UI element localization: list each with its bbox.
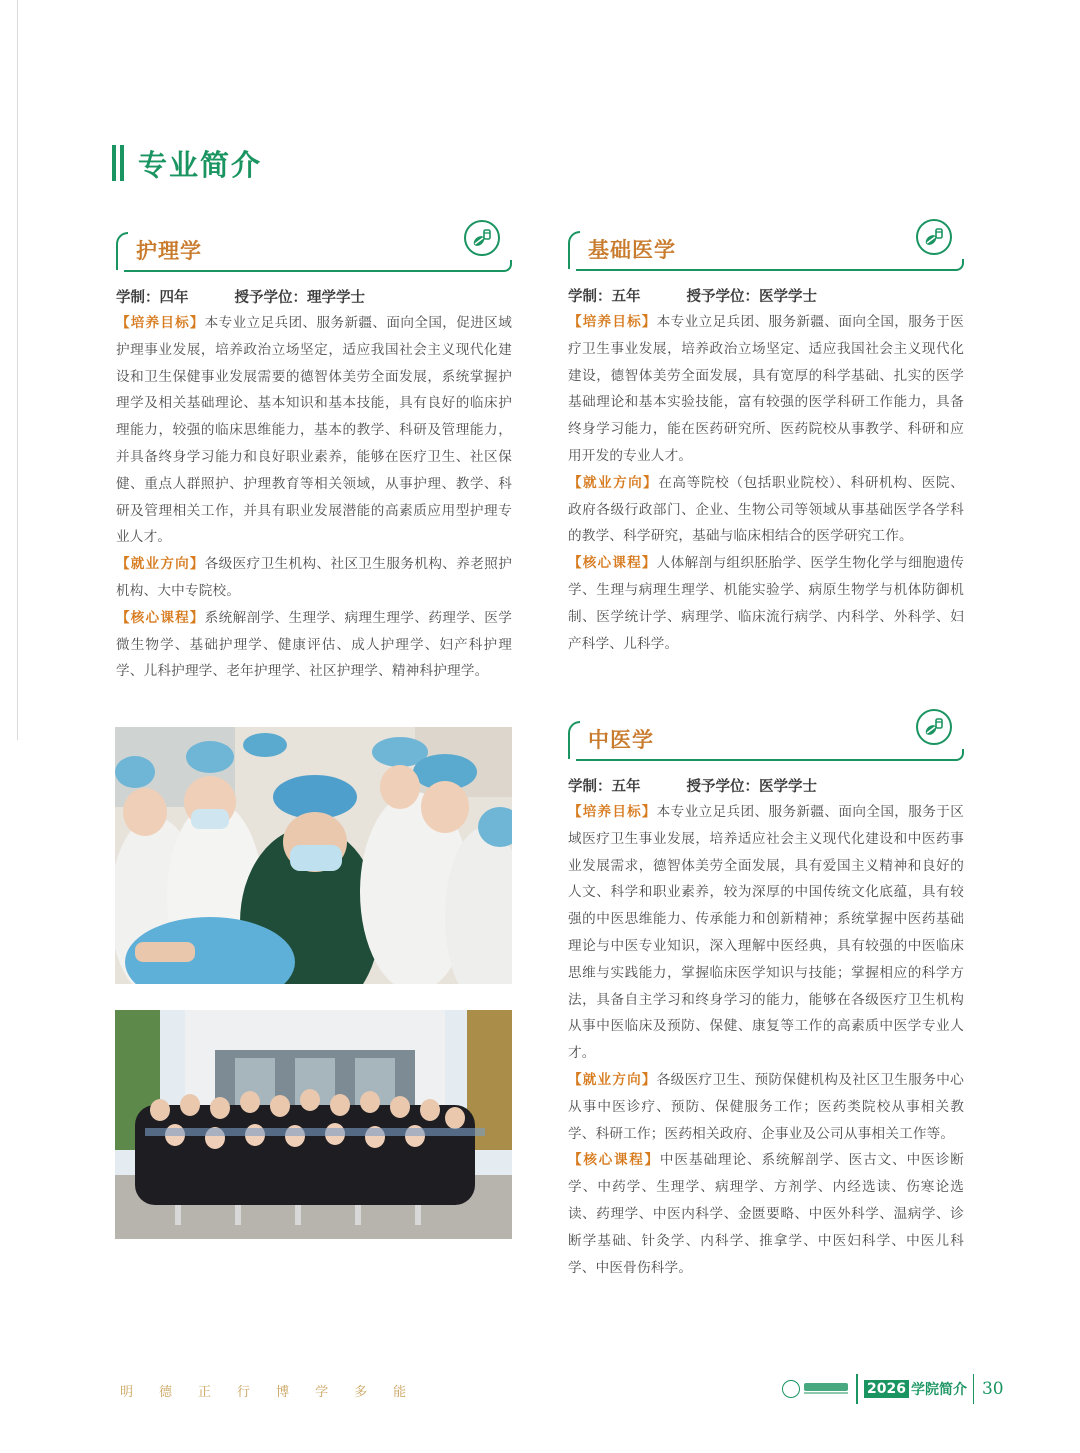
program-meta: [568, 775, 964, 799]
motto-char: 明: [120, 1385, 134, 1400]
page-title-text: 专业简介: [138, 147, 263, 182]
goal-text: 本专业立足兵团、服务新疆、面向全国，促进区域护理事业发展，培养政治立场坚定，适应我国社会主义现代化建设和卫生保健事业发展需要的德智体美劳全面发展，系统掌握护理学及相关基础理论、基本知识和基本技能，具有良好的临床护理能力，较强的临床思维能力，基本的教学、科研及管理能力，并具备终身学习能力和良好职业素养，能够在医疗卫生、社区保健、重点人群照护、护理教育等相关领域，从事护理、教学、科研及管理相关工作，并具有职业发展潜能的高素质应用型护理专业人才。: [116, 315, 512, 546]
page-edge-line: [17, 0, 18, 740]
motto-char: 德: [159, 1385, 173, 1400]
course-paragraph: [568, 550, 964, 657]
motto-char: 学: [315, 1385, 329, 1400]
section-title: 基础医学: [588, 238, 676, 262]
duration: 学制：五年: [568, 289, 641, 305]
career-tag: 【就业方向】: [116, 556, 205, 573]
section-nursing: [116, 226, 512, 685]
program-meta: [568, 285, 964, 309]
goal-paragraph: [116, 310, 512, 551]
motto-char: 多: [354, 1385, 368, 1400]
course-text: 系统解剖学、生理学、病理生理学、药理学、医学微生物学、基础护理学、健康评估、成人护理学、妇产科护理学、儿科护理学、老年护理学、社区护理学、精神科护理学。: [116, 609, 512, 680]
nursing-practice-photo: [115, 727, 512, 984]
university-logo: [804, 1380, 848, 1399]
medical-pills-icon: [916, 219, 952, 255]
title-bars-decoration: [112, 145, 124, 181]
career-text: 在高等院校（包括职业院校）、科研机构、医院、政府各级行政部门、企业、生物公司等领域从事基础医学各学科的教学、科学研究，基础与临床相结合的医学研究工作。: [568, 474, 964, 545]
graduation-group-photo: [115, 1010, 512, 1239]
course-text: 人体解剖与组织胚胎学、医学生物化学与细胞遗传学、生理与病理生理学、机能实验学、病原生物学与机体防御机制、医学统计学、病理学、临床流行病学、内科学、外科学、妇产科学、儿科学。: [568, 555, 964, 652]
degree: 授予学位：医学学士: [686, 779, 817, 795]
career-paragraph: [116, 551, 512, 605]
goal-text: 本专业立足兵团、服务新疆、面向全国，服务于区域医疗卫生事业发展，培养适应社会主义现代化建设和中医药事业发展需求，德智体美劳全面发展，具有爱国主义精神和良好的人文、科学和职业素养，较为深厚的中国传统文化底蕴，具有较强的中医思维能力、传承能力和创新精神；系统掌握中医药基础理论与中医专业知识，深入理解中医经典，具有较强的中医临床思维与实践能力，掌握临床医学知识与技能；掌握相应的科学方法，具备自主学习和终身学习的能力，能够在各级医疗卫生机构从事中医临床及预防、保健、康复等工作的高素质中医学专业人才。: [568, 804, 964, 1062]
section-title: 中医学: [588, 728, 654, 752]
footer-divider: [856, 1374, 858, 1404]
footer-divider: [973, 1374, 974, 1404]
duration: 学制：五年: [568, 779, 641, 795]
brochure-title: 学院简介: [910, 1382, 967, 1398]
course-tag: 【核心课程】: [568, 1152, 660, 1169]
course-tag: 【核心课程】: [116, 609, 205, 626]
course-paragraph: [116, 605, 512, 685]
section-header: [116, 226, 512, 274]
program-meta: [116, 286, 512, 310]
career-text: 各级医疗卫生机构、社区卫生服务机构、养老照护机构、大中专院校。: [116, 556, 512, 599]
goal-text: 本专业立足兵团、服务新疆、面向全国，服务于医疗卫生事业发展，培养政治立场坚定、适应我国社会主义现代化建设，德智体美劳全面发展，具有宽厚的科学基础、扎实的医学基础理论和基本实验技能，富有较强的医学科研工作能力，具备终身学习能力，能在医药研究所、医药院校从事教学、科研和应用开发的专业人才。: [568, 314, 964, 464]
course-paragraph: [568, 1147, 964, 1281]
motto-char: 能: [393, 1385, 407, 1400]
goal-tag: 【培养目标】: [116, 315, 205, 331]
medical-pills-icon: [464, 220, 500, 256]
university-emblem-icon: [782, 1380, 800, 1398]
motto-char: 正: [198, 1385, 212, 1400]
degree: 授予学位：理学学士: [234, 290, 365, 306]
career-paragraph: [568, 470, 964, 550]
section-basic-medicine: [568, 225, 964, 657]
page-title: [112, 142, 262, 184]
duration: 学制：四年: [116, 290, 189, 306]
degree: 授予学位：医学学士: [686, 289, 817, 305]
footer-branding: [782, 1374, 1004, 1404]
motto-char: 行: [237, 1385, 251, 1400]
motto-char: 博: [276, 1385, 290, 1400]
section-header: [568, 225, 964, 273]
goal-paragraph: [568, 799, 964, 1067]
career-paragraph: [568, 1067, 964, 1147]
course-text: 中医基础理论、系统解剖学、医古文、中医诊断学、中药学、生理学、病理学、方剂学、内经选读、伤寒论选读、药理学、中医内科学、金匮要略、中医外科学、温病学、诊断学基础、针灸学、内科学、推拿学、中医妇科学、中医儿科学、中医骨伤科学。: [568, 1152, 965, 1276]
section-title: 护理学: [136, 239, 202, 263]
section-tcm: [568, 715, 964, 1281]
goal-tag: 【培养目标】: [568, 314, 657, 330]
course-tag: 【核心课程】: [568, 555, 657, 572]
career-text: 各级医疗卫生、预防保健机构及社区卫生服务中心从事中医诊疗、预防、保健服务工作；医药类院校从事相关教学、科研工作；医药相关政府、企事业及公司从事相关工作等。: [568, 1071, 964, 1142]
goal-paragraph: [568, 309, 964, 470]
career-tag: 【就业方向】: [568, 474, 659, 491]
page-number: 30: [981, 1379, 1004, 1399]
footer-motto: [120, 1381, 406, 1400]
brochure-year: 2026: [864, 1380, 909, 1398]
goal-tag: 【培养目标】: [568, 804, 657, 820]
medical-pills-icon: [916, 709, 952, 745]
career-tag: 【就业方向】: [568, 1071, 657, 1088]
section-header: [568, 715, 964, 763]
